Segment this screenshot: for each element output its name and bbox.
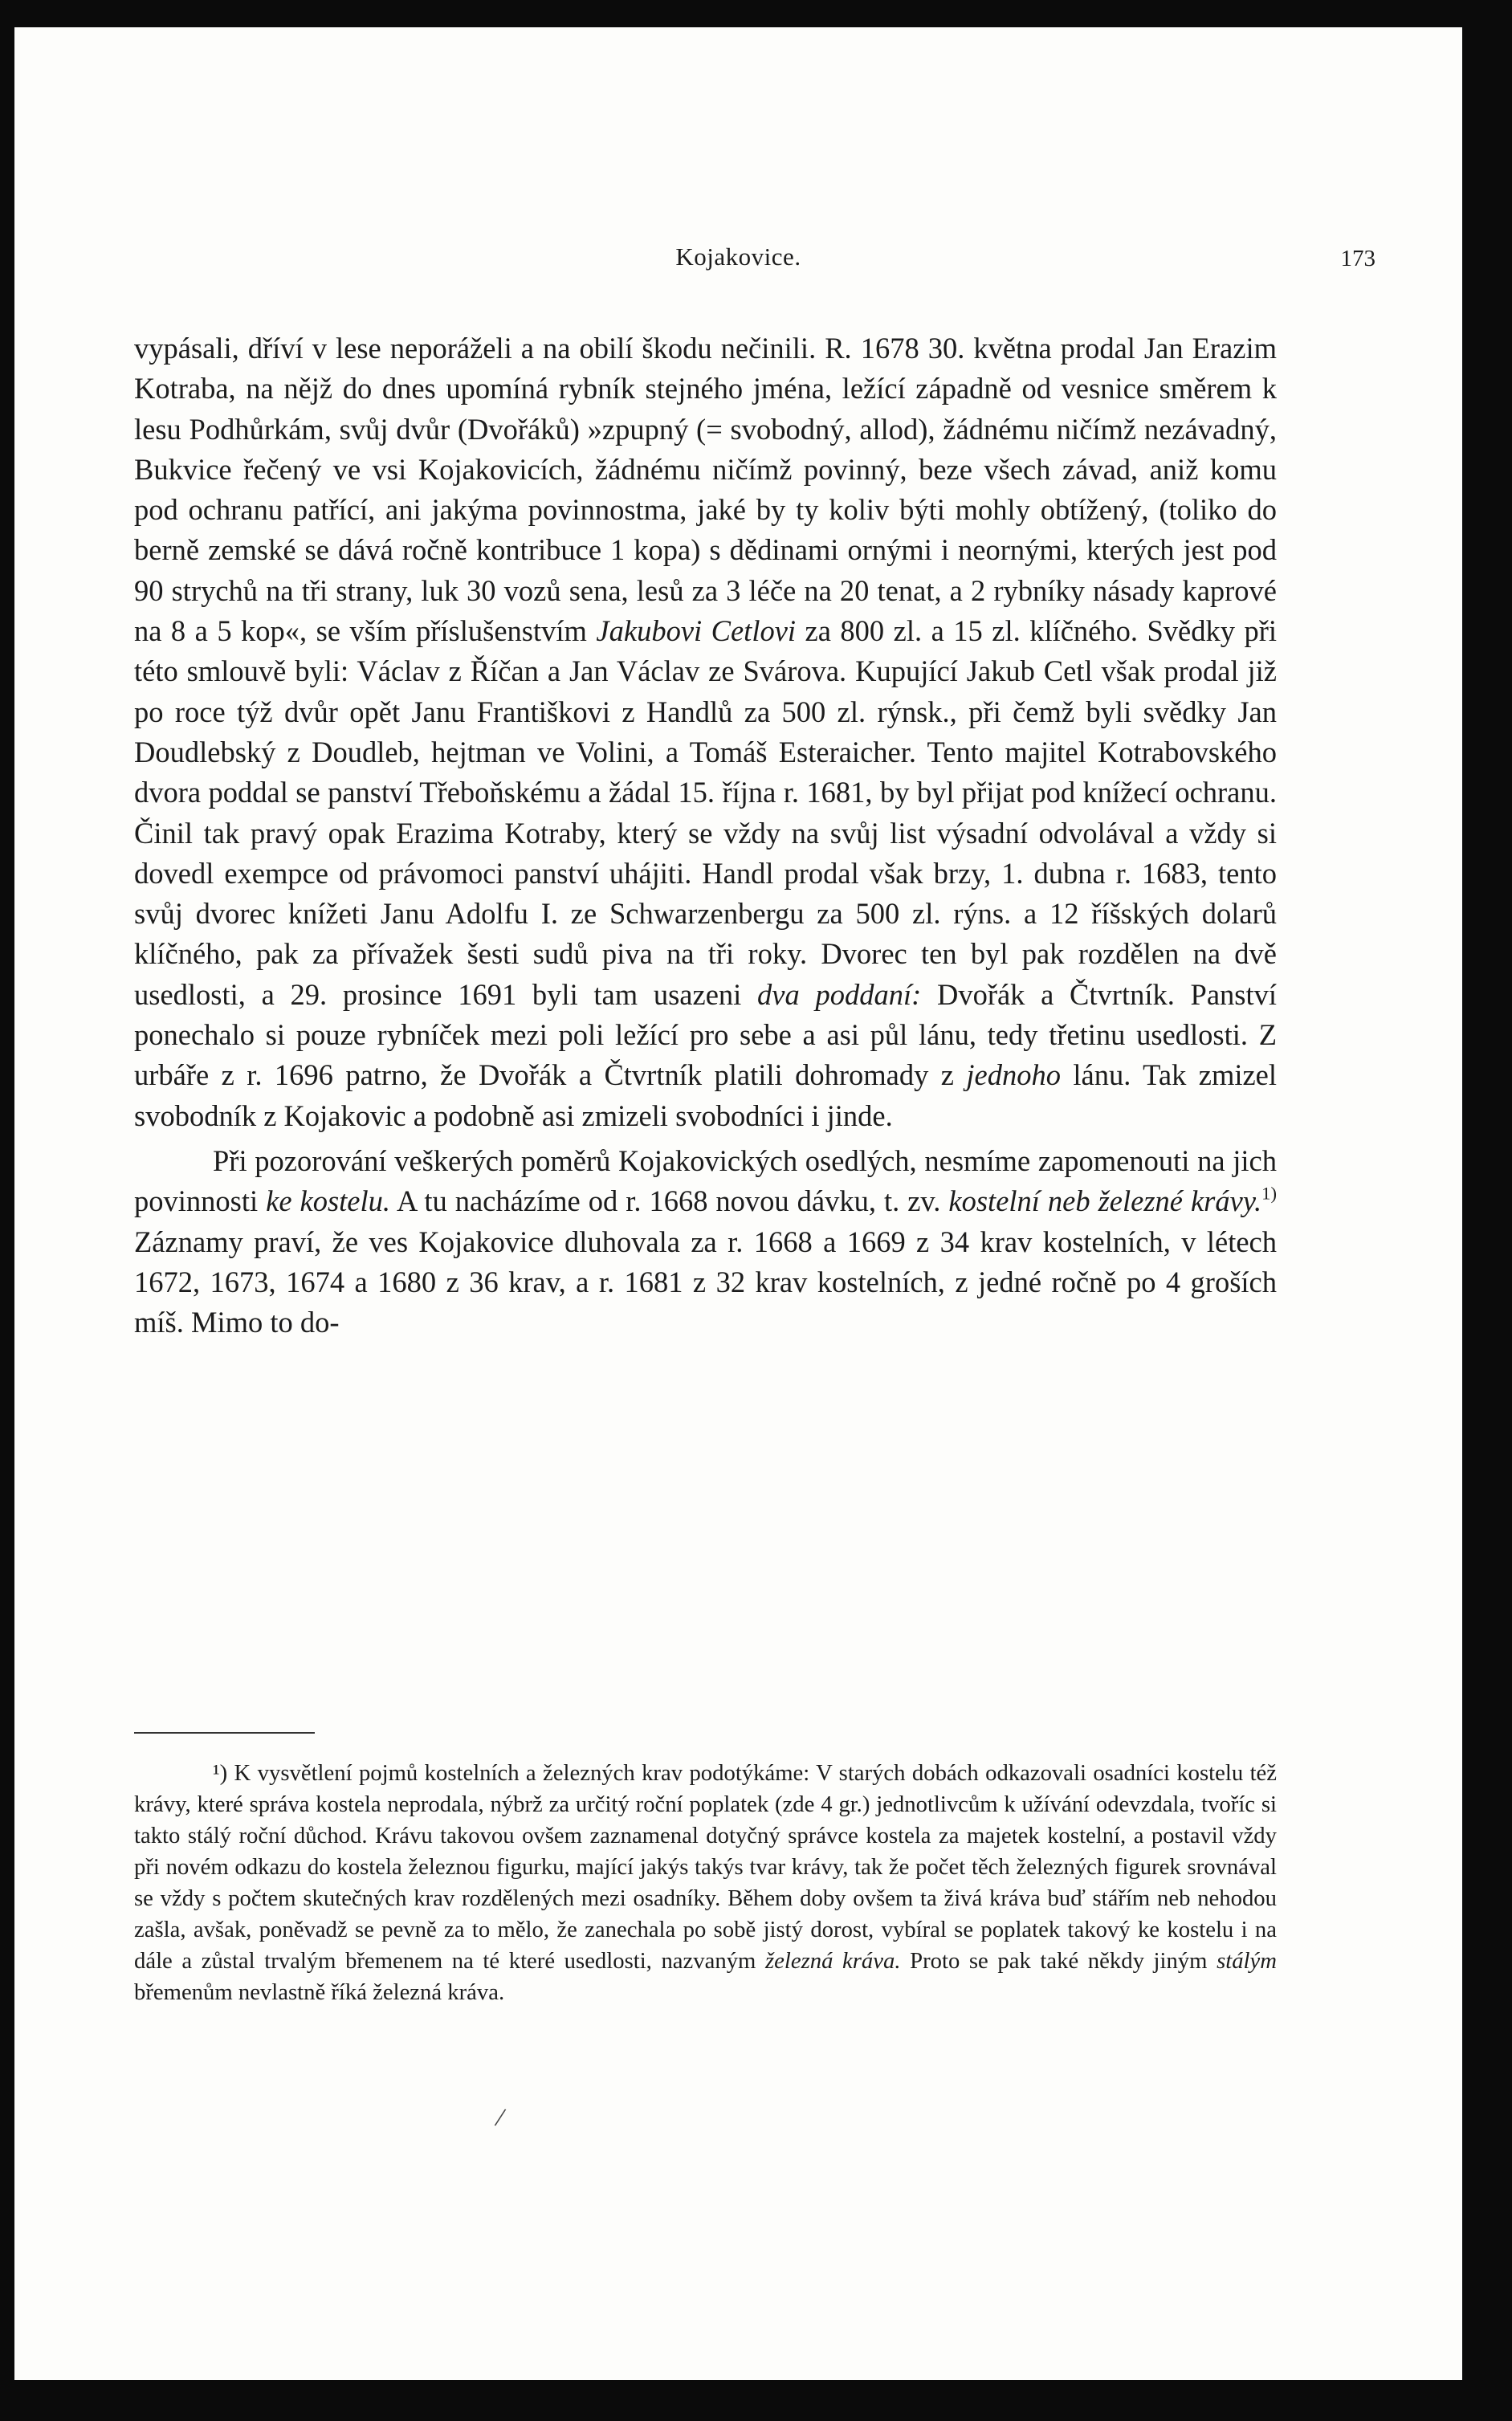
text-run: lánu. Tak zmizel svobodník z Kojakovic a podobně asi zmizeli svobodníci i jinde. (134, 1058, 1278, 1132)
italic-run: Jakubovi Cetlovi (596, 614, 797, 648)
text-run: břemenům nevlastně říká železná kráva. (134, 1979, 505, 2005)
italic-run: dva poddaní: (757, 977, 922, 1011)
text-run: za 800 zl. a 15 zl. klíčného. Svědky při této smlouvě byli: Václav z Říčan a Jan Václav ze Svárova. Kupující Jakub Cetl však prodal již po roce týž dvůr opět Janu Františkovi z Handlů za 500 zl. rýnsk., při čemž byli svědky Jan Doudlebský z Doudleb, hejtman ve Volini, a Tomáš Esteraicher. Tento majitel Kotrabovského dvora poddal se panství Třeboňskému a žádal 15. října r. 1681, by byl přijat pod knížecí ochranu. Činil tak pravý opak Erazima Kotraby, který se vždy na svůj list výsadní odvolával a vždy si dovedl exempce od právomoci panství uhájiti. Handl prodal však brzy, 1. dubna r. 1683, tento svůj dvorec knížeti Janu Adolfu I. ze Schwarzenbergu za 500 zl. rýns. a 12 říšských dolarů klíčného, pak za přívažek šesti sudů piva na tři roky. Dvorec ten byl pak rozdělen na dvě usedlosti, a 29. prosince 1691 byli tam usazeni (134, 614, 1278, 1011)
text-run: Dvořák a Čtvrtník. Panství ponechalo si pouze rybníček mezi poli ležící pro sebe a asi půl lánu, tedy třetinu usedlosti. Z urbáře z r. 1696 patrno, že Dvořák a Čtvrtník platili dohromady z (134, 977, 1278, 1092)
page-header (14, 243, 1462, 291)
footnote-reference: 1) (1261, 1183, 1278, 1204)
text-run: A tu nacházíme od r. 1668 novou dávku, t. zv. (397, 1184, 941, 1218)
footnote-divider (134, 1732, 315, 1734)
text-run: Proto se pak také někdy jiným (910, 1948, 1208, 1974)
italic-run: stálým (1217, 1948, 1277, 1974)
page-number: 173 (1340, 246, 1375, 271)
footnote-marker: ¹) (213, 1760, 228, 1786)
text-run: Při pozorování veškerých poměrů Kojakovických osedlých, nesmíme zapomenouti na jich povinnosti (134, 1143, 1277, 1218)
paragraph-church-cows (134, 1141, 1277, 1343)
text-run: K vysvětlení pojmů kostelních a železných krav podotýkáme: V starých dobách odkazovali osadníci kostelu též krávy, které správa kostela neprodala, nýbrž za určitý roční poplatek (zde 4 gr.) jednotlivcům k užívání odevzdala, tvoříc si takto stálý roční důchod. Krávu takovou ovšem zaznamenal dotyčný správce kostela za majetek kostelní, a postavil vždy při novém odkazu do kostela železnou figurku, mající jakýs takýs tvar krávy, tak že počet těch železných figurek srovnával se vždy s počtem skutečných krav rozdělených mezi osadníky. Během doby ovšem ta živá kráva buď stářím neb nehodou zašla, avšak, poněvadž se pevně za to mělo, že zanechala po sobě jistý dorost, vybíral se poplatek takový ke kostelu i na dále a zůstal trvalým břemenem na té které usedlosti, nazvaným (134, 1760, 1278, 1974)
text-run: Záznamy praví, že ves Kojakovice dluhovala za r. 1668 a 1669 z 34 krav kostelních, v létech 1672, 1673, 1674 a 1680 z 36 krav, a r. 1681 z 32 krav kostelních, z jedné ročně po 4 groších míš. Mimo to do- (134, 1225, 1277, 1339)
italic-run: železná kráva. (764, 1948, 901, 1974)
book-page (14, 27, 1462, 2380)
text-run: vypásali, dříví v lese neporáželi a na obilí škodu nečinili. R. 1678 30. května prodal Jan Erazim Kotraba, na nějž do dnes upomíná rybník stejného jména, ležící západně od vesnice směrem k lesu Podhůrkám, svůj dvůr (Dvořáků) »zpupný (= svobodný, allod), žádnému ničímž nezávadný, Bukvice řečený ve vsi Kojakovicích, žádnému ničímž povinný, beze všech závad, aniž komu pod ochranu patřící, ani jakýma povinnostma, jaké by ty koliv býti mohly obtížený, (toliko do berně zemské se dává ročně kontribuce 1 kopa) s dědinami ornými i neornými, kterých jest pod 90 strychů na tři strany, luk 30 vozů sena, lesů za 3 léče na 20 tenat, a 2 rybníky násady kaprové na 8 a 5 kop«, se vším příslušenstvím (134, 332, 1277, 648)
paragraph-kotraba-farm (134, 328, 1277, 1136)
main-text (134, 328, 1277, 1343)
stray-pencil-mark: / (492, 2102, 507, 2134)
italic-run: ke kostelu. (266, 1184, 391, 1218)
italic-run: kostelní neb železné krávy. (948, 1184, 1262, 1218)
footnote (134, 1758, 1277, 2008)
italic-run: jednoho (966, 1058, 1061, 1092)
running-title: Kojakovice. (675, 243, 801, 271)
